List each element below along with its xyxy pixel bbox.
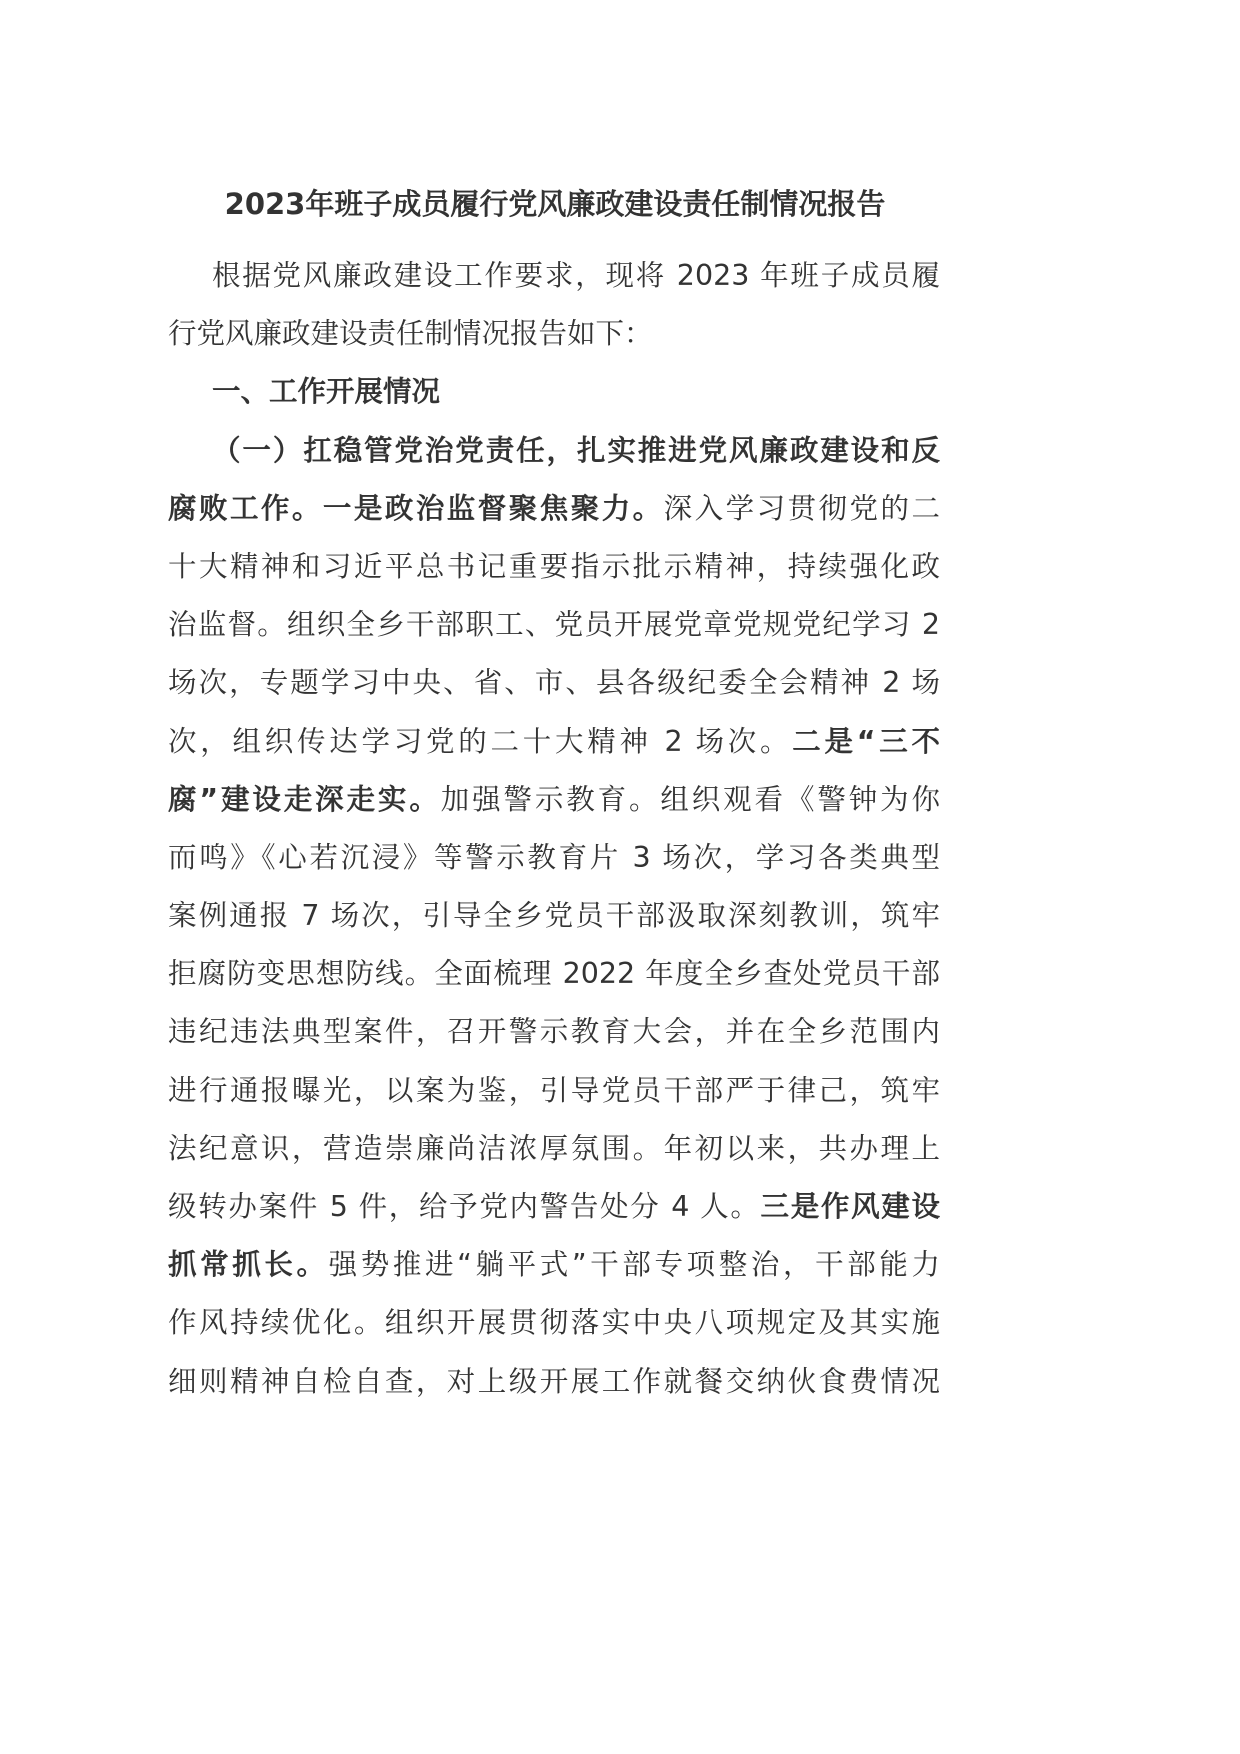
text-line: [168, 372, 940, 430]
text-segment: 进行通报曝光，以案为鉴，引导党员干部严于律己，筑牢: [168, 1073, 940, 1107]
text-segment: 加强警示教育。组织观看《警钟为你: [440, 782, 940, 816]
bold-text-segment: 腐败工作。一是政治监督聚焦聚力。: [168, 491, 664, 525]
document-title: 2023年班子成员履行党风廉政建设责任制情况报告: [224, 187, 886, 221]
text-line: [168, 256, 940, 314]
text-segment: 作风持续优化。组织开展贯彻落实中央八项规定及其实施: [168, 1306, 940, 1340]
text-line: [168, 1362, 940, 1420]
text-line: [168, 722, 940, 780]
bold-text-segment: 抓常抓长。: [168, 1248, 329, 1282]
text-line: [168, 1129, 940, 1187]
text-line: [168, 1012, 940, 1070]
text-segment: 场次，专题学习中央、省、市、县各级纪委全会精神 2 场: [168, 666, 940, 700]
text-line: [168, 489, 940, 547]
bold-text-segment: （一）扛稳管党治党责任，扎实推进党风廉政建设和反: [212, 433, 940, 467]
text-line: [168, 780, 940, 838]
bold-text-segment: 腐”建设走深走实。: [168, 782, 441, 816]
text-line: [168, 605, 940, 663]
text-line: [168, 663, 940, 721]
text-segment: 案例通报 7 场次，引导全乡党员干部汲取深刻教训，筑牢: [168, 899, 940, 933]
text-segment: 拒腐防变思想防线。全面梳理 2022 年度全乡查处党员干部: [168, 957, 940, 991]
text-segment: 根据党风廉政建设工作要求，现将 2023 年班子成员履: [212, 259, 940, 292]
text-segment: 而鸣》《心若沉浸》等警示教育片 3 场次，学习各类典型: [168, 840, 940, 874]
text-line: [168, 1071, 940, 1129]
text-segment: 细则精神自检自查，对上级开展工作就餐交纳伙食费情况: [168, 1364, 940, 1398]
text-line: [168, 431, 940, 489]
text-segment: 深入学习贯彻党的二: [663, 491, 940, 525]
text-segment: 法纪意识，营造崇廉尚洁浓厚氛围。年初以来，共办理上: [168, 1131, 940, 1165]
bold-text-segment: 一、工作开展情况: [212, 375, 441, 409]
text-line: [168, 954, 940, 1012]
text-segment: 次，组织传达学习党的二十大精神 2 场次。: [168, 724, 793, 758]
text-line: [168, 1245, 940, 1303]
bold-text-segment: 二是“三不: [792, 724, 940, 758]
text-segment: 治监督。组织全乡干部职工、党员开展党章党规党纪学习 2: [168, 608, 940, 642]
bold-text-segment: 三是作风建设: [760, 1190, 940, 1223]
text-line: [168, 314, 940, 372]
text-line: [168, 1187, 940, 1245]
text-segment: 强势推进“躺平式”干部专项整治，干部能力: [328, 1248, 940, 1282]
text-line: [168, 838, 940, 896]
text-line: [168, 547, 940, 605]
text-segment: 十大精神和习近平总书记重要指示批示精神，持续强化政: [168, 549, 940, 583]
document-body: [168, 256, 940, 1420]
text-line: [168, 896, 940, 954]
text-segment: 行党风廉政建设责任制情况报告如下：: [168, 317, 653, 351]
text-segment: 级转办案件 5 件，给予党内警告处分 4 人。: [168, 1190, 761, 1223]
text-segment: 违纪违法典型案件，召开警示教育大会，并在全乡范围内: [168, 1015, 940, 1049]
text-line: [168, 1303, 940, 1361]
